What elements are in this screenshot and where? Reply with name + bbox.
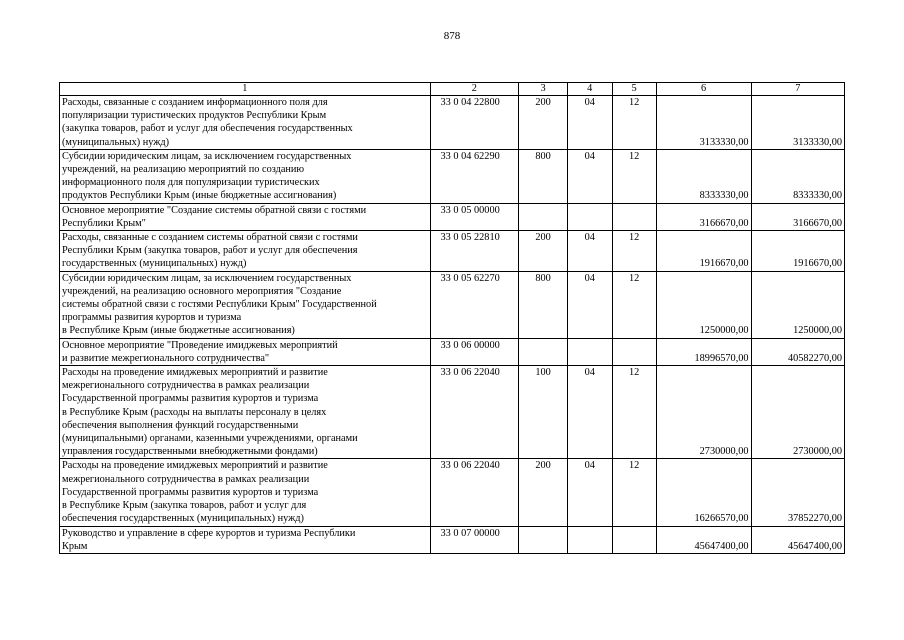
row-subsection: 12 xyxy=(612,366,656,459)
row-expense-type xyxy=(519,526,568,553)
row-section: 04 xyxy=(567,366,612,459)
row-amount-7: 1916670,00 xyxy=(751,231,844,272)
table-row xyxy=(60,231,845,272)
row-amount-6: 18996570,00 xyxy=(656,338,751,365)
row-code: 33 0 05 62270 xyxy=(430,271,519,338)
row-subsection: 12 xyxy=(612,149,656,203)
table-header-row xyxy=(60,83,845,96)
row-subsection xyxy=(612,203,656,230)
row-amount-7: 2730000,00 xyxy=(751,366,844,459)
row-code: 33 0 06 22040 xyxy=(430,366,519,459)
row-section: 04 xyxy=(567,231,612,272)
column-header: 4 xyxy=(567,83,612,96)
row-expense-type: 800 xyxy=(519,149,568,203)
row-name: Расходы, связанные с созданием системы обратной связи с гостями Республики Крым (закупка товаров, работ и услуг для обеспечения государственных (муниципальных) нужд) xyxy=(60,231,431,272)
row-code: 33 0 04 22800 xyxy=(430,96,519,150)
row-amount-7: 3133330,00 xyxy=(751,96,844,150)
row-section: 04 xyxy=(567,149,612,203)
row-name: Основное мероприятие "Проведение имиджевых мероприятий и развитие межрегионального сотрудничества" xyxy=(60,338,431,365)
page-number: 878 xyxy=(443,30,461,42)
row-name: Субсидии юридическим лицам, за исключением государственных учреждений, на реализацию мероприятий по созданию информационного поля для популяризации туристических продуктов Республики Крым (иные бюджетные ассигнования) xyxy=(60,149,431,203)
row-subsection: 12 xyxy=(612,231,656,272)
row-name: Руководство и управление в сфере курортов и туризма Республики Крым xyxy=(60,526,431,553)
row-name: Расходы, связанные с созданием информационного поля для популяризации туристических продуктов Республики Крым (закупка товаров, работ и услуг для обеспечения государственных (муниципальных) нужд) xyxy=(60,96,431,150)
row-expense-type xyxy=(519,203,568,230)
row-expense-type: 200 xyxy=(519,459,568,526)
row-code: 33 0 04 62290 xyxy=(430,149,519,203)
row-expense-type xyxy=(519,338,568,365)
column-header: 1 xyxy=(60,83,431,96)
row-amount-7: 3166670,00 xyxy=(751,203,844,230)
row-amount-7: 37852270,00 xyxy=(751,459,844,526)
row-expense-type: 100 xyxy=(519,366,568,459)
row-name: Расходы на проведение имиджевых мероприятий и развитие межрегионального сотрудничества в рамках реализации Государственной программы развития курортов и туризма в Республике Крым (расходы на выплаты персоналу в целях обеспечения выполнения функций государственными (муниципальными) органами, казенными учреждениями, органами управления государственными внебюджетными фондами) xyxy=(60,366,431,459)
row-amount-7: 40582270,00 xyxy=(751,338,844,365)
row-amount-6: 16266570,00 xyxy=(656,459,751,526)
row-amount-7: 8333330,00 xyxy=(751,149,844,203)
row-code: 33 0 07 00000 xyxy=(430,526,519,553)
row-name: Расходы на проведение имиджевых мероприятий и развитие межрегионального сотрудничества в рамках реализации Государственной программы развития курортов и туризма в Республике Крым (закупка товаров, работ и услуг для обеспечения государственных (муниципальных) нужд) xyxy=(60,459,431,526)
row-subsection xyxy=(612,338,656,365)
table-row xyxy=(60,459,845,526)
row-subsection: 12 xyxy=(612,271,656,338)
column-header: 6 xyxy=(656,83,751,96)
row-section: 04 xyxy=(567,271,612,338)
row-code: 33 0 05 22810 xyxy=(430,231,519,272)
table-row xyxy=(60,96,845,150)
row-amount-6: 1916670,00 xyxy=(656,231,751,272)
column-header: 5 xyxy=(612,83,656,96)
row-amount-6: 1250000,00 xyxy=(656,271,751,338)
row-section xyxy=(567,203,612,230)
row-amount-6: 3166670,00 xyxy=(656,203,751,230)
row-subsection: 12 xyxy=(612,96,656,150)
row-amount-6: 3133330,00 xyxy=(656,96,751,150)
row-amount-6: 2730000,00 xyxy=(656,366,751,459)
row-subsection xyxy=(612,526,656,553)
table-row xyxy=(60,338,845,365)
row-amount-6: 8333330,00 xyxy=(656,149,751,203)
row-name: Субсидии юридическим лицам, за исключением государственных учреждений, на реализацию основного мероприятия "Создание системы обратной связи с гостями Республики Крым" Государственной программы развития курортов и туризма в Республике Крым (иные бюджетные ассигнования) xyxy=(60,271,431,338)
row-name: Основное мероприятие "Создание системы обратной связи с гостями Республики Крым" xyxy=(60,203,431,230)
row-expense-type: 200 xyxy=(519,231,568,272)
column-header: 2 xyxy=(430,83,519,96)
table-row xyxy=(60,366,845,459)
row-code: 33 0 06 00000 xyxy=(430,338,519,365)
budget-table xyxy=(59,82,845,554)
row-amount-7: 1250000,00 xyxy=(751,271,844,338)
row-subsection: 12 xyxy=(612,459,656,526)
table-row xyxy=(60,149,845,203)
row-section: 04 xyxy=(567,459,612,526)
row-expense-type: 200 xyxy=(519,96,568,150)
column-header: 3 xyxy=(519,83,568,96)
table-row xyxy=(60,203,845,230)
row-code: 33 0 05 00000 xyxy=(430,203,519,230)
table-row xyxy=(60,526,845,553)
column-header: 7 xyxy=(751,83,844,96)
row-amount-7: 45647400,00 xyxy=(751,526,844,553)
row-section xyxy=(567,338,612,365)
row-section: 04 xyxy=(567,96,612,150)
table-row xyxy=(60,271,845,338)
row-code: 33 0 06 22040 xyxy=(430,459,519,526)
row-amount-6: 45647400,00 xyxy=(656,526,751,553)
row-expense-type: 800 xyxy=(519,271,568,338)
row-section xyxy=(567,526,612,553)
